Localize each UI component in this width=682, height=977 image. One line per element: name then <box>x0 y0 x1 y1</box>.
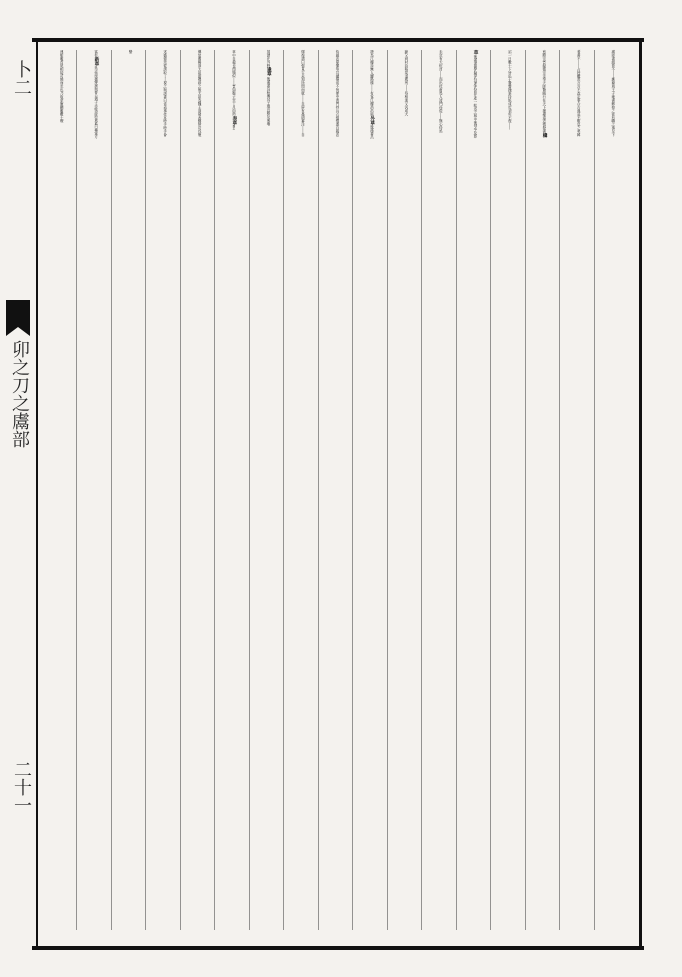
column-text: 連船艦首尾相接可燒而走也乃取蒙衝鬭艦數十艘 <box>59 50 64 123</box>
text-column <box>458 50 492 930</box>
column-text: 著書不丨丨占授數萬言言不改定事合古典莫不歎息之矣韓 <box>576 50 581 137</box>
column-text: 當有 <box>93 50 98 57</box>
text-column <box>285 50 319 930</box>
page-number: 二十一 <box>11 760 32 814</box>
column-text: 後漢書竇武傳武母產武而并產一蛇送之林中後母卒及葬 <box>472 54 477 138</box>
margin-fold-label-wrap <box>6 340 32 448</box>
column-text: 傳嘗薦楊訓太祖即禮辟之後太祖為魏王訓發表稱贊功伐褒 <box>197 50 202 137</box>
entry-heading: 外草 <box>369 115 375 125</box>
column-text: 西墻似丨丨實如穄子至十月而熟 <box>231 67 236 116</box>
column-text: 述盛德琰從訓取丨丨視之與訓書曰省表事佳耳時乎時乎會 <box>162 50 167 137</box>
text-column <box>492 50 526 930</box>
column-text: 魏志 <box>231 125 235 130</box>
entry-heading: 檮 <box>542 133 548 138</box>
column-text: 蹄又到村詩稻粱須就列丨丨每相迷又汎成大 <box>403 50 408 116</box>
column-text: 詔一日數十下皆出于贄贄操筆持紙成於須臾不復丨丨 <box>507 50 512 130</box>
column-text: 屏謂在外野 <box>266 50 270 68</box>
text-column <box>147 50 181 930</box>
text-column <box>78 50 112 930</box>
text-column <box>561 50 595 930</box>
column-text: 吳志周瑜傳瑜與曹公遇于赤壁部將黄蓋曰操軍方 <box>93 66 98 139</box>
entry-heading: 表草 <box>231 115 237 126</box>
text-column <box>251 50 285 930</box>
text-column <box>354 50 388 930</box>
text-column <box>113 50 147 930</box>
column-text: 變 <box>128 50 133 54</box>
fishtail-mark-icon <box>6 300 30 336</box>
right-border-rule <box>639 38 642 946</box>
text-column <box>182 50 216 930</box>
column-text: 侍趙忠夏惲等共搆强帝不悅使中黄門持兵召强强遂自殺忠 <box>334 50 339 137</box>
column-text: 未窆有大蛇自丨丨而出杜甫畏人詩門徑從丨丨無心待馬 <box>438 50 443 134</box>
entry-heading: 逢草 <box>266 67 272 77</box>
text-column <box>389 50 423 930</box>
column-text: 捷為江樓詩無人驛路榛丨丨有客江樓浩浩風 <box>369 50 374 116</box>
column-text: 後漢書呂 <box>369 125 374 139</box>
text-column <box>216 50 250 930</box>
text-column <box>44 50 78 930</box>
column-text: 愈順宗實録德宗幸奉天陸贄隨行在天下搔擾遠近徵發書 <box>541 50 546 134</box>
margin-fold-label: 卯之刀之鬳部 <box>9 340 30 448</box>
margin-title: 卜二 <box>11 60 32 96</box>
column-text: 惲復譖曰强見召未知所問而就丨丨自屏有姦明審注丨丨自 <box>300 50 305 137</box>
text-column <box>596 50 630 930</box>
column-text: 溺即書絹曾不丨丨應璩與王子雍書鄉校之徒有職之事足下 <box>610 50 615 137</box>
entry-heading: 新草 <box>93 56 99 67</box>
text-column <box>527 50 561 930</box>
text-column <box>423 50 457 930</box>
text-column <box>320 50 354 930</box>
left-border-rule <box>36 38 38 946</box>
entry-heading: 草 <box>473 50 479 55</box>
column-text: 草中自殺也 <box>231 50 236 68</box>
column-text: 後漢書烏桓傳其土地宜穄及東墻 <box>266 76 270 126</box>
